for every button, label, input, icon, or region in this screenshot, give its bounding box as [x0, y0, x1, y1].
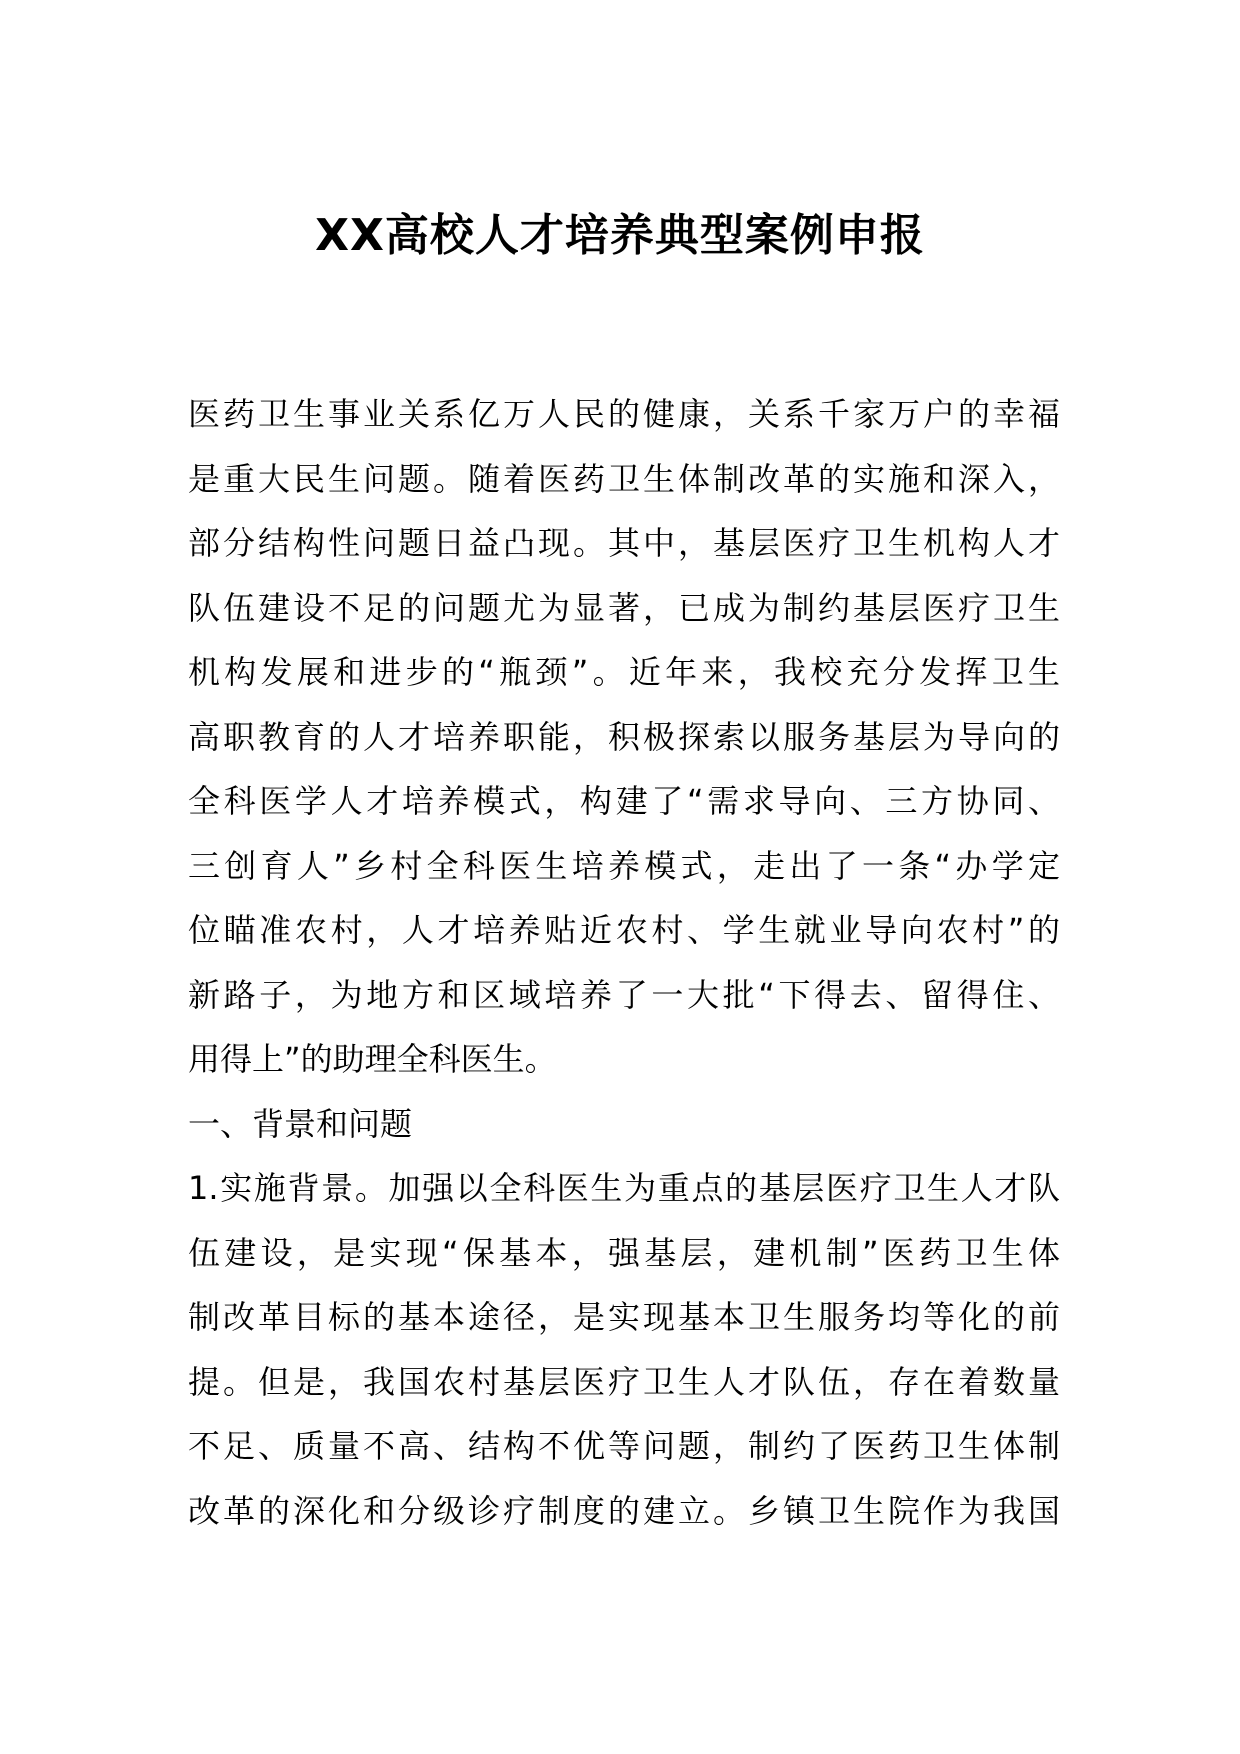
text-line: 队伍建设不足的问题尤为显著，已成为制约基层医疗卫生 [188, 588, 1060, 627]
text-line: 全科医学人才培养模式，构建了“需求导向、三方协同、 [188, 782, 1060, 820]
text-line: 机构发展和进步的“瓶颈”。近年来，我校充分发挥卫生 [188, 653, 1060, 691]
text-line: 提。但是，我国农村基层医疗卫生人才队伍，存在着数量 [188, 1362, 1060, 1401]
text-line: 部分结构性问题日益凸现。其中，基层医疗卫生机构人才 [188, 524, 1060, 562]
text-line: 用得上”的助理全科医生。 [188, 1040, 557, 1078]
text-line: 医药卫生事业关系亿万人民的健康，关系千家万户的幸福 [188, 395, 1060, 433]
document-body [188, 382, 1060, 1543]
text-line: 改革的深化和分级诊疗制度的建立。乡镇卫生院作为我国 [188, 1491, 1060, 1530]
document-title: XX高校人才培养典型案例申报 [315, 210, 925, 261]
text-line: 是重大民生问题。随着医药卫生体制改革的实施和深入， [188, 459, 1060, 498]
text-line: 1.实施背景。加强以全科医生为重点的基层医疗卫生人才队 [188, 1169, 1060, 1207]
text-line: 三创育人”乡村全科医生培养模式，走出了一条“办学定 [188, 846, 1060, 885]
text-line: 位瞄准农村，人才培养贴近农村、学生就业导向农村”的 [188, 911, 1060, 949]
text-line: 制改革目标的基本途径，是实现基本卫生服务均等化的前 [188, 1298, 1060, 1336]
section-heading: 一、背景和问题 [188, 1104, 413, 1143]
text-line: 伍建设，是实现“保基本，强基层，建机制”医药卫生体 [188, 1233, 1060, 1272]
text-line: 高职教育的人才培养职能，积极探索以服务基层为导向的 [188, 717, 1060, 756]
text-line: 不足、质量不高、结构不优等问题，制约了医药卫生体制 [188, 1427, 1060, 1465]
text-line: 新路子，为地方和区域培养了一大批“下得去、留得住、 [188, 975, 1060, 1014]
